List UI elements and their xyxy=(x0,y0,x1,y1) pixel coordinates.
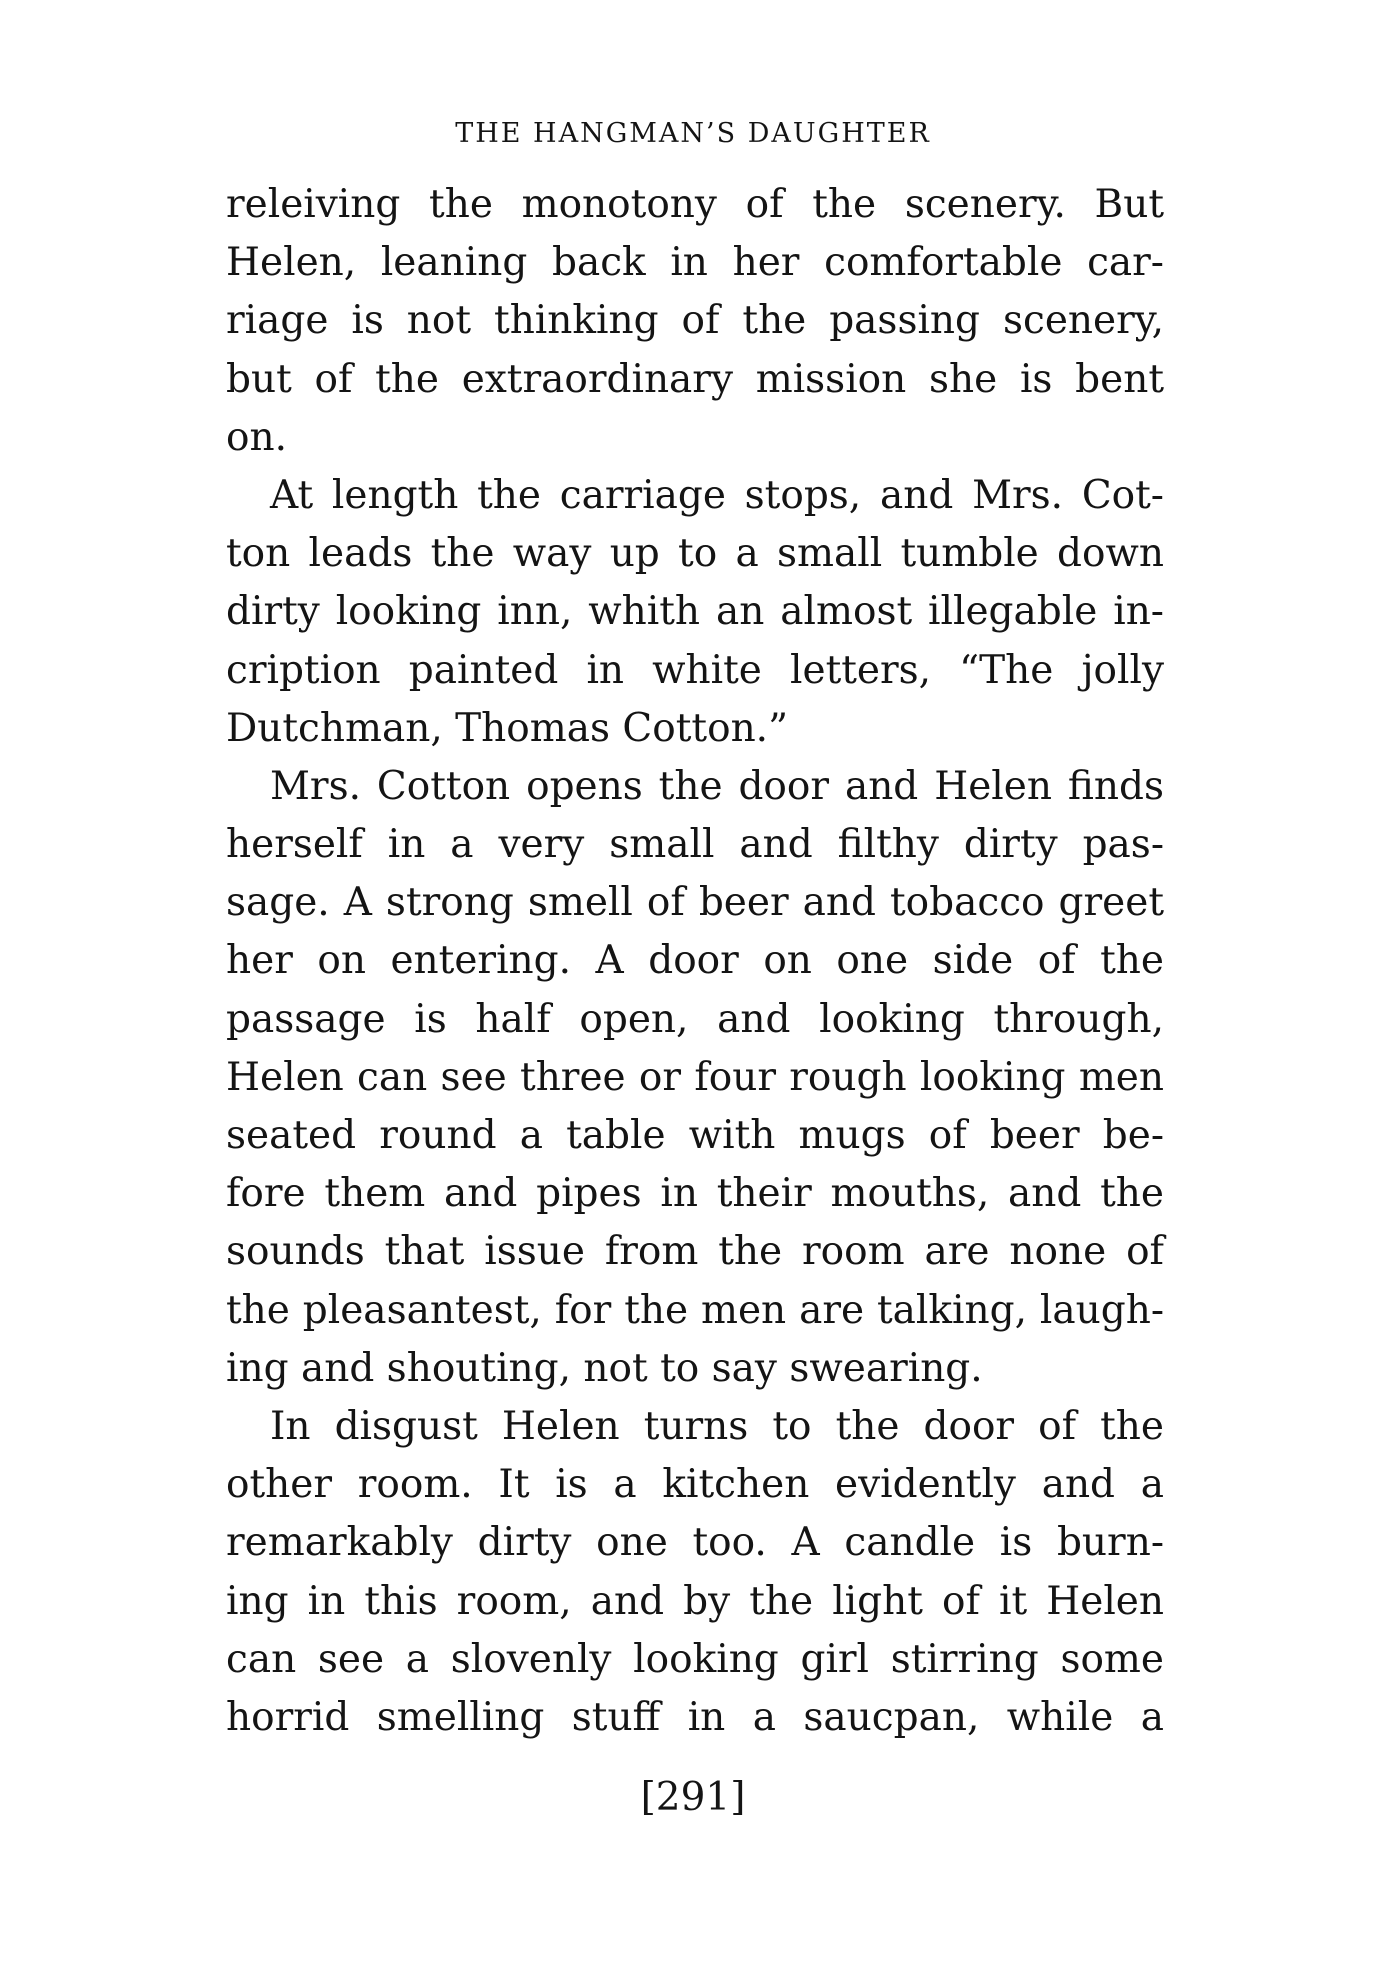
text-line: releiving the monotony of the scenery. But xyxy=(226,182,1164,227)
text-line: remarkably dirty one too. A candle is burn- xyxy=(226,1520,1164,1566)
text-line: horrid smelling stuff in a saucpan, while a xyxy=(226,1694,1164,1740)
text-line: fore them and pipes in their mouths, and the xyxy=(226,1171,1164,1217)
text-line: Dutchman, Thomas Cotton.” xyxy=(226,705,789,751)
text-line: Helen can see three or four rough looking men xyxy=(226,1054,1164,1100)
text-line: dirty looking inn, whith an almost illegable in- xyxy=(226,589,1164,635)
text-line: cription painted in white letters, “The jolly xyxy=(226,647,1164,693)
text-line: but of the extraordinary mission she is bent xyxy=(226,356,1164,402)
text-line: passage is half open, and looking through, xyxy=(226,996,1164,1042)
paragraph xyxy=(226,1398,1164,1747)
paragraph xyxy=(226,176,1164,467)
text-line: Mrs. Cotton opens the door and Helen finds xyxy=(270,763,1164,809)
text-line: ing and shouting, not to say swearing. xyxy=(226,1345,983,1391)
running-title: THE HANGMAN’S DAUGHTER xyxy=(455,118,931,149)
text-line: sounds that issue from the room are none of xyxy=(226,1229,1164,1275)
text-line: on. xyxy=(226,414,287,460)
text-line: At length the carriage stops, and Mrs. Cot- xyxy=(270,472,1164,518)
text-line: riage is not thinking of the passing scenery, xyxy=(226,298,1164,344)
text-line: In disgust Helen turns to the door of the xyxy=(270,1403,1164,1449)
text-line: Helen, leaning back in her comfortable car- xyxy=(226,240,1164,286)
text-line: ing in this room, and by the light of it Helen xyxy=(226,1578,1164,1624)
paragraph xyxy=(226,758,1164,1398)
paragraph xyxy=(226,467,1164,758)
text-line: other room. It is a kitchen evidently and a xyxy=(226,1462,1164,1508)
text-line: sage. A strong smell of beer and tobacco greet xyxy=(226,880,1164,926)
text-line: ton leads the way up to a small tumble down xyxy=(226,531,1164,577)
body-text xyxy=(226,176,1164,1747)
text-line: the pleasantest, for the men are talking, laugh- xyxy=(226,1287,1164,1333)
text-line: can see a slovenly looking girl stirring some xyxy=(226,1636,1164,1682)
page-number: [291] xyxy=(640,1775,746,1820)
text-line: seated round a table with mugs of beer be- xyxy=(226,1113,1164,1158)
text-line: herself in a very small and filthy dirty pas- xyxy=(226,822,1164,868)
text-line: her on entering. A door on one side of the xyxy=(226,938,1164,984)
